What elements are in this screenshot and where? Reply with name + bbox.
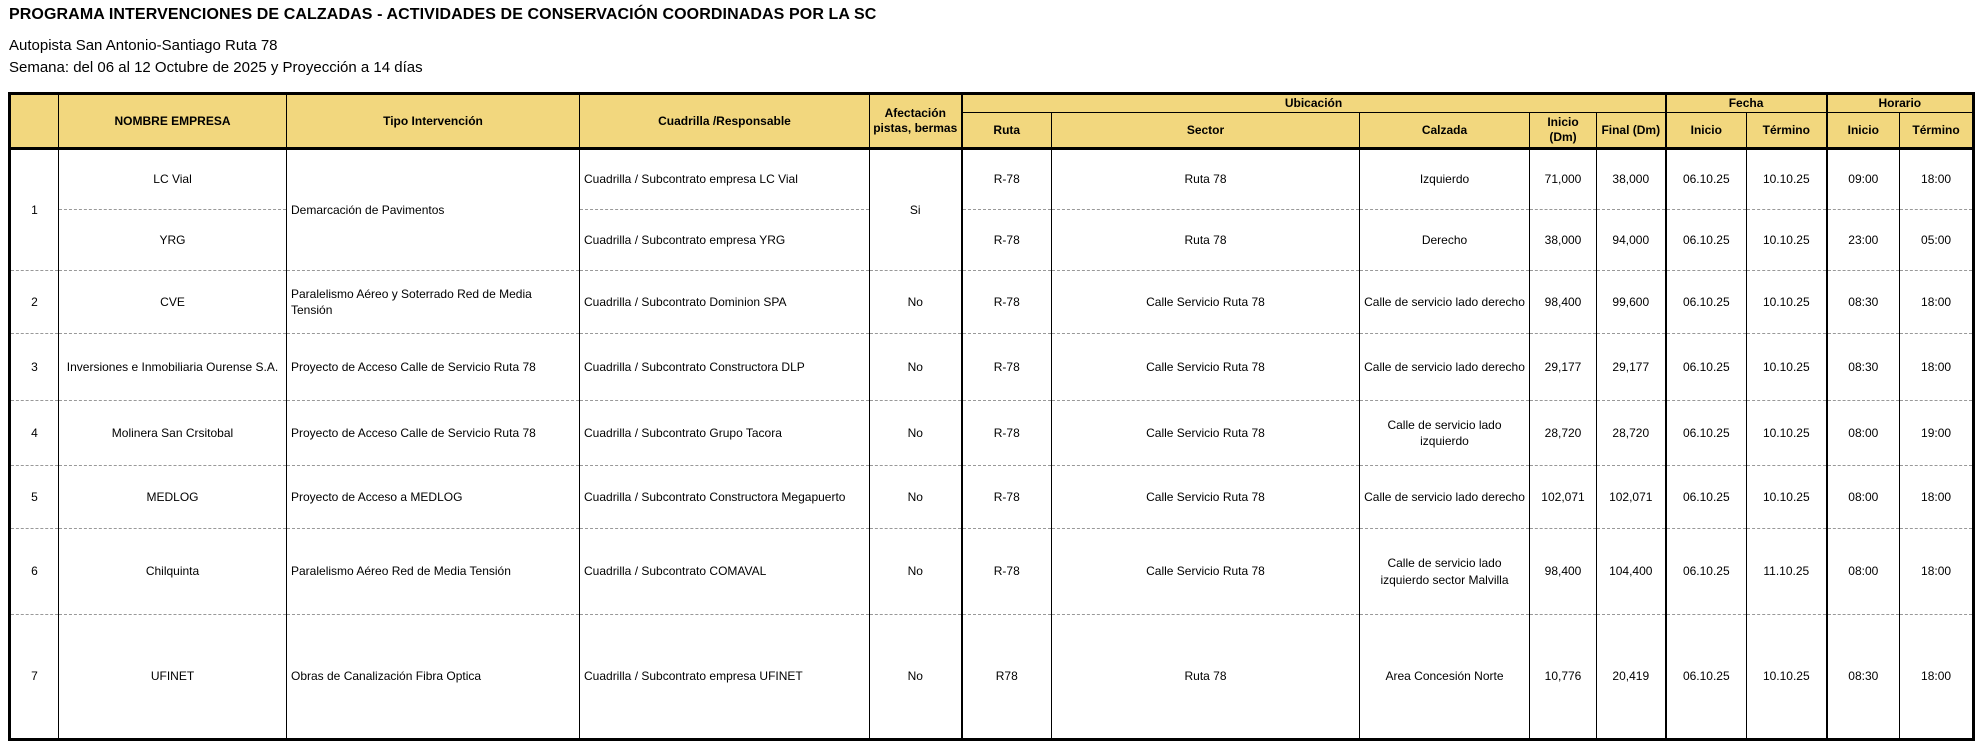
header-fecha-inicio: Inicio <box>1666 113 1747 149</box>
header-ruta: Ruta <box>962 113 1052 149</box>
header-horario-termino: Término <box>1900 113 1974 149</box>
header-sector: Sector <box>1052 113 1360 149</box>
cell-horario-termino: 18:00 <box>1900 466 1974 529</box>
cell-cuadrilla: Cuadrilla / Subcontrato COMAVAL <box>580 529 870 615</box>
header-empresa: NOMBRE EMPRESA <box>59 94 287 149</box>
cell-tipo: Demarcación de Pavimentos <box>287 149 580 271</box>
cell-horario-termino: 18:00 <box>1900 271 1974 334</box>
cell-calzada: Calle de servicio lado derecho <box>1360 334 1530 401</box>
cell-final-dm: 102,071 <box>1597 466 1666 529</box>
cell-horario-termino: 18:00 <box>1900 334 1974 401</box>
cell-ruta: R-78 <box>962 334 1052 401</box>
cell-sector: Calle Servicio Ruta 78 <box>1052 529 1360 615</box>
cell-final-dm: 94,000 <box>1597 210 1666 271</box>
cell-num: 1 <box>10 149 59 271</box>
cell-cuadrilla: Cuadrilla / Subcontrato empresa LC Vial <box>580 149 870 210</box>
cell-empresa: LC Vial <box>59 149 287 210</box>
cell-num: 3 <box>10 334 59 401</box>
cell-ruta: R-78 <box>962 466 1052 529</box>
header-group-ubicacion: Ubicación <box>962 94 1666 113</box>
cell-inicio-dm: 98,400 <box>1530 529 1597 615</box>
cell-sector: Ruta 78 <box>1052 615 1360 740</box>
cell-calzada: Calle de servicio lado izquierdo <box>1360 401 1530 466</box>
cell-horario-inicio: 08:30 <box>1827 334 1900 401</box>
table-row <box>10 615 1974 740</box>
header-inicio-dm: Inicio (Dm) <box>1530 113 1597 149</box>
cell-final-dm: 29,177 <box>1597 334 1666 401</box>
cell-calzada: Calle de servicio lado derecho <box>1360 466 1530 529</box>
cell-cuadrilla: Cuadrilla / Subcontrato empresa YRG <box>580 210 870 271</box>
cell-calzada: Izquierdo <box>1360 149 1530 210</box>
header-num <box>10 94 59 149</box>
cell-tipo: Paralelismo Aéreo Red de Media Tensión <box>287 529 580 615</box>
header-calzada: Calzada <box>1360 113 1530 149</box>
cell-final-dm: 28,720 <box>1597 401 1666 466</box>
header-horario-inicio: Inicio <box>1827 113 1900 149</box>
cell-cuadrilla: Cuadrilla / Subcontrato Constructora DLP <box>580 334 870 401</box>
table-row <box>10 149 1974 210</box>
subtitle-week: Semana: del 06 al 12 Octubre de 2025 y Proyección a 14 días <box>9 59 423 76</box>
cell-fecha-inicio: 06.10.25 <box>1666 529 1747 615</box>
cell-horario-inicio: 08:30 <box>1827 271 1900 334</box>
cell-final-dm: 99,600 <box>1597 271 1666 334</box>
cell-inicio-dm: 10,776 <box>1530 615 1597 740</box>
table-row <box>10 271 1974 334</box>
cell-fecha-inicio: 06.10.25 <box>1666 149 1747 210</box>
cell-afectacion: No <box>870 466 962 529</box>
cell-cuadrilla: Cuadrilla / Subcontrato Dominion SPA <box>580 271 870 334</box>
cell-afectacion: No <box>870 334 962 401</box>
cell-inicio-dm: 71,000 <box>1530 149 1597 210</box>
header-afectacion: Afectación pistas, bermas <box>870 94 962 149</box>
cell-fecha-inicio: 06.10.25 <box>1666 615 1747 740</box>
cell-horario-inicio: 08:30 <box>1827 615 1900 740</box>
cell-cuadrilla: Cuadrilla / Subcontrato Constructora Megapuerto <box>580 466 870 529</box>
cell-tipo: Obras de Canalización Fibra Optica <box>287 615 580 740</box>
cell-fecha-termino: 10.10.25 <box>1747 401 1827 466</box>
table-row <box>10 334 1974 401</box>
cell-cuadrilla: Cuadrilla / Subcontrato Grupo Tacora <box>580 401 870 466</box>
cell-tipo: Proyecto de Acceso Calle de Servicio Ruta 78 <box>287 334 580 401</box>
cell-horario-inicio: 08:00 <box>1827 466 1900 529</box>
cell-num: 7 <box>10 615 59 740</box>
cell-sector: Calle Servicio Ruta 78 <box>1052 401 1360 466</box>
cell-tipo: Paralelismo Aéreo y Soterrado Red de Media Tensión <box>287 271 580 334</box>
cell-ruta: R-78 <box>962 401 1052 466</box>
cell-fecha-termino: 10.10.25 <box>1747 210 1827 271</box>
cell-inicio-dm: 38,000 <box>1530 210 1597 271</box>
cell-calzada: Calle de servicio lado izquierdo sector Malvilla <box>1360 529 1530 615</box>
cell-sector: Calle Servicio Ruta 78 <box>1052 334 1360 401</box>
cell-horario-termino: 18:00 <box>1900 149 1974 210</box>
cell-afectacion: Si <box>870 149 962 271</box>
cell-calzada: Derecho <box>1360 210 1530 271</box>
cell-empresa: YRG <box>59 210 287 271</box>
cell-empresa: Inversiones e Inmobiliaria Ourense S.A. <box>59 334 287 401</box>
cell-calzada: Calle de servicio lado derecho <box>1360 271 1530 334</box>
cell-afectacion: No <box>870 529 962 615</box>
cell-num: 4 <box>10 401 59 466</box>
cell-ruta: R-78 <box>962 529 1052 615</box>
cell-tipo: Proyecto de Acceso a MEDLOG <box>287 466 580 529</box>
cell-sector: Ruta 78 <box>1052 149 1360 210</box>
header-cuadrilla: Cuadrilla /Responsable <box>580 94 870 149</box>
header-final-dm: Final (Dm) <box>1597 113 1666 149</box>
cell-num: 2 <box>10 271 59 334</box>
header-group-fecha: Fecha <box>1666 94 1827 113</box>
cell-sector: Calle Servicio Ruta 78 <box>1052 466 1360 529</box>
cell-horario-inicio: 09:00 <box>1827 149 1900 210</box>
table-row <box>10 466 1974 529</box>
page-title: PROGRAMA INTERVENCIONES DE CALZADAS - ACTIVIDADES DE CONSERVACIÓN COORDINADAS POR LA SC <box>9 6 877 23</box>
cell-fecha-termino: 10.10.25 <box>1747 271 1827 334</box>
cell-afectacion: No <box>870 615 962 740</box>
cell-num: 5 <box>10 466 59 529</box>
cell-fecha-inicio: 06.10.25 <box>1666 401 1747 466</box>
cell-ruta: R-78 <box>962 149 1052 210</box>
cell-empresa: Chilquinta <box>59 529 287 615</box>
cell-inicio-dm: 29,177 <box>1530 334 1597 401</box>
cell-fecha-termino: 11.10.25 <box>1747 529 1827 615</box>
cell-sector: Calle Servicio Ruta 78 <box>1052 271 1360 334</box>
cell-empresa: Molinera San Crsitobal <box>59 401 287 466</box>
cell-horario-inicio: 08:00 <box>1827 401 1900 466</box>
header-tipo: Tipo Intervención <box>287 94 580 149</box>
cell-empresa: UFINET <box>59 615 287 740</box>
header-group-horario: Horario <box>1827 94 1974 113</box>
cell-afectacion: No <box>870 401 962 466</box>
cell-fecha-inicio: 06.10.25 <box>1666 466 1747 529</box>
subtitle-route: Autopista San Antonio-Santiago Ruta 78 <box>9 37 278 54</box>
cell-ruta: R-78 <box>962 210 1052 271</box>
cell-horario-termino: 18:00 <box>1900 615 1974 740</box>
cell-horario-termino: 19:00 <box>1900 401 1974 466</box>
cell-cuadrilla: Cuadrilla / Subcontrato empresa UFINET <box>580 615 870 740</box>
cell-empresa: CVE <box>59 271 287 334</box>
cell-fecha-termino: 10.10.25 <box>1747 466 1827 529</box>
cell-sector: Ruta 78 <box>1052 210 1360 271</box>
cell-horario-inicio: 23:00 <box>1827 210 1900 271</box>
header-fecha-termino: Término <box>1747 113 1827 149</box>
cell-horario-termino: 18:00 <box>1900 529 1974 615</box>
cell-calzada: Area Concesión Norte <box>1360 615 1530 740</box>
cell-inicio-dm: 102,071 <box>1530 466 1597 529</box>
cell-final-dm: 20,419 <box>1597 615 1666 740</box>
cell-inicio-dm: 28,720 <box>1530 401 1597 466</box>
cell-fecha-termino: 10.10.25 <box>1747 149 1827 210</box>
cell-inicio-dm: 98,400 <box>1530 271 1597 334</box>
cell-ruta: R78 <box>962 615 1052 740</box>
cell-tipo: Proyecto de Acceso Calle de Servicio Ruta 78 <box>287 401 580 466</box>
table-row <box>10 529 1974 615</box>
cell-fecha-termino: 10.10.25 <box>1747 334 1827 401</box>
program-table <box>8 92 1975 741</box>
header-group-row <box>10 94 1974 113</box>
cell-empresa: MEDLOG <box>59 466 287 529</box>
cell-num: 6 <box>10 529 59 615</box>
cell-fecha-inicio: 06.10.25 <box>1666 271 1747 334</box>
cell-afectacion: No <box>870 271 962 334</box>
cell-ruta: R-78 <box>962 271 1052 334</box>
cell-fecha-inicio: 06.10.25 <box>1666 334 1747 401</box>
cell-horario-inicio: 08:00 <box>1827 529 1900 615</box>
cell-horario-termino: 05:00 <box>1900 210 1974 271</box>
cell-fecha-inicio: 06.10.25 <box>1666 210 1747 271</box>
cell-final-dm: 104,400 <box>1597 529 1666 615</box>
cell-fecha-termino: 10.10.25 <box>1747 615 1827 740</box>
cell-final-dm: 38,000 <box>1597 149 1666 210</box>
table-row <box>10 401 1974 466</box>
